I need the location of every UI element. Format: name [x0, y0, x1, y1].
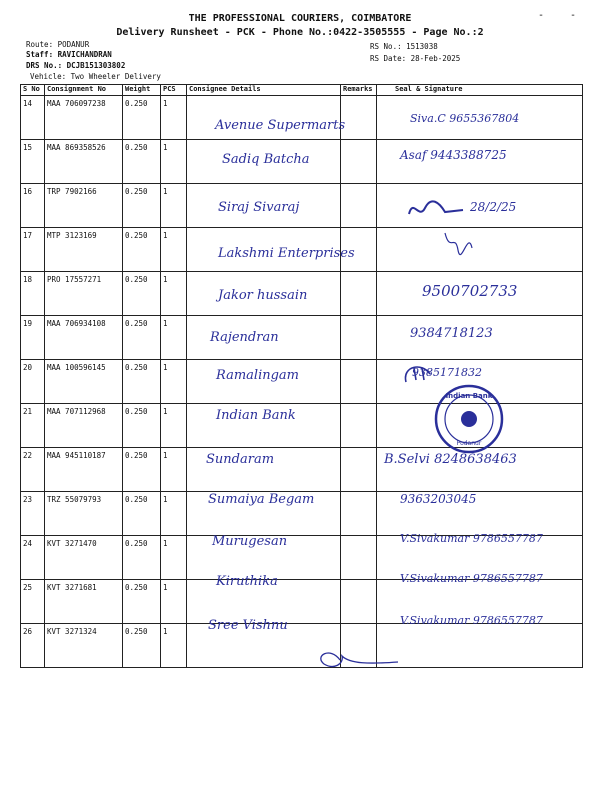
cell-weight: 0.250: [123, 492, 161, 536]
staff-label: Staff:: [26, 50, 54, 59]
consignee-name: Rajendran: [210, 330, 279, 345]
cell-sno: 21: [21, 404, 45, 448]
cell-consignment: MAA 706097238: [45, 96, 123, 140]
consignee-name: Lakshmi Enterprises: [218, 246, 355, 261]
cell-pcs: 1: [161, 580, 187, 624]
cell-pcs: 1: [161, 96, 187, 140]
cell-consignment: KVT 3271681: [45, 580, 123, 624]
bank-stamp: [433, 383, 505, 455]
vehicle-label: Vehicle:: [30, 72, 67, 81]
cell-sno: 20: [21, 360, 45, 404]
corner-dash: -: [570, 10, 577, 21]
route-line: [26, 40, 89, 50]
corner-dash: -: [538, 10, 545, 21]
cell-remarks: [341, 96, 377, 140]
cell-seal: [377, 624, 583, 668]
table-header-row: [21, 85, 583, 96]
signature: 9500702733: [422, 282, 518, 300]
column-header-consignee: Consignee Details: [187, 85, 341, 96]
cell-weight: 0.250: [123, 184, 161, 228]
cell-consignment: MAA 706934108: [45, 316, 123, 360]
cell-consignment: TRP 7902166: [45, 184, 123, 228]
vehicle-line: [30, 72, 161, 82]
signature: 28/2/25: [470, 200, 517, 214]
consignee-name: Murugesan: [212, 534, 288, 549]
cell-pcs: 1: [161, 492, 187, 536]
table-row: [21, 624, 583, 668]
cell-sno: 26: [21, 624, 45, 668]
consignee-name: Sundaram: [206, 452, 275, 467]
scribble-signature: [405, 196, 465, 222]
cell-remarks: [341, 272, 377, 316]
consignee-name: Siraj Sivaraj: [218, 200, 300, 215]
cell-sno: 17: [21, 228, 45, 272]
cell-pcs: 1: [161, 448, 187, 492]
cell-weight: 0.250: [123, 228, 161, 272]
signature: 9385171832: [412, 366, 482, 379]
signature: 9384718123: [410, 326, 493, 341]
cell-sno: 15: [21, 140, 45, 184]
cell-weight: 0.250: [123, 536, 161, 580]
cell-weight: 0.250: [123, 624, 161, 668]
cell-remarks: [341, 492, 377, 536]
column-header-pcs: PCS: [161, 85, 187, 96]
cell-consignment: MAA 707112968: [45, 404, 123, 448]
cell-pcs: 1: [161, 140, 187, 184]
cell-consignment: MAA 100596145: [45, 360, 123, 404]
cell-sno: 25: [21, 580, 45, 624]
cell-remarks: [341, 316, 377, 360]
staff-line: [26, 50, 112, 60]
cell-remarks: [341, 580, 377, 624]
drs-value: DCJB151303802: [66, 61, 126, 70]
rs-date-label: RS Date:: [370, 54, 407, 63]
cell-weight: 0.250: [123, 140, 161, 184]
cell-sno: 18: [21, 272, 45, 316]
cell-pcs: 1: [161, 228, 187, 272]
cell-weight: 0.250: [123, 96, 161, 140]
cell-pcs: 1: [161, 536, 187, 580]
cell-remarks: [341, 184, 377, 228]
cell-weight: 0.250: [123, 272, 161, 316]
consignee-name: Sumaiya Begam: [208, 492, 315, 507]
rs-no-line: [370, 42, 438, 52]
cell-consignment: PRO 17557271: [45, 272, 123, 316]
cell-pcs: 1: [161, 316, 187, 360]
route-value: PODANUR: [57, 40, 90, 49]
signature: Asaf 9443388725: [400, 148, 507, 162]
cell-remarks: [341, 360, 377, 404]
consignee-name: Kiruthika: [216, 574, 278, 589]
table-row: [21, 316, 583, 360]
cell-consignment: MAA 869358526: [45, 140, 123, 184]
runsheet-subtitle: Delivery Runsheet - PCK - Phone No.:0422-3505555 - Page No.:2: [116, 27, 484, 38]
consignee-name: Sree Vishnu: [208, 618, 288, 633]
column-header-weight: Weight: [123, 85, 161, 96]
consignee-name: Indian Bank: [216, 408, 296, 423]
stamp-text: Indian Bank: [445, 392, 493, 400]
cell-pcs: 1: [161, 272, 187, 316]
company-title: THE PROFESSIONAL COURIERS, COIMBATORE: [188, 13, 412, 24]
column-header-seal: Seal & Signature: [377, 85, 583, 96]
rs-no-label: RS No.:: [370, 42, 402, 51]
column-header-remarks: Remarks: [341, 85, 377, 96]
cell-sno: 23: [21, 492, 45, 536]
signature: B.Selvi 8248638463: [384, 452, 517, 467]
cell-sno: 24: [21, 536, 45, 580]
cell-consignment: TRZ 55079793: [45, 492, 123, 536]
scribble-signature: [310, 642, 400, 672]
cell-consignment: MAA 945110187: [45, 448, 123, 492]
cell-weight: 0.250: [123, 316, 161, 360]
rs-date-value: 28-Feb-2025: [410, 54, 461, 63]
drs-line: [26, 61, 125, 71]
signature: Siva.C 9655367804: [410, 112, 520, 125]
rs-date-line: [370, 54, 460, 64]
route-label: Route:: [26, 40, 54, 49]
cell-pcs: 1: [161, 624, 187, 668]
column-header-consignment: Consignment No: [45, 85, 123, 96]
cell-sno: 16: [21, 184, 45, 228]
cell-consignment: KVT 3271324: [45, 624, 123, 668]
cell-pcs: 1: [161, 184, 187, 228]
rs-no-value: 1513038: [406, 42, 438, 51]
cell-sno: 22: [21, 448, 45, 492]
drs-label: DRS No.:: [26, 61, 63, 70]
cell-sno: 14: [21, 96, 45, 140]
signature: V.Sivakumar 9786557787: [400, 614, 543, 627]
signature: 9363203045: [400, 492, 477, 506]
consignee-name: Avenue Supermarts: [215, 118, 346, 133]
staff-value: RAVICHANDRAN: [57, 50, 112, 59]
cell-pcs: 1: [161, 360, 187, 404]
cell-remarks: [341, 404, 377, 448]
stamp-text: Podanur: [456, 440, 482, 447]
cell-weight: 0.250: [123, 360, 161, 404]
signature: V.Sivakumar 9786557787: [400, 532, 543, 545]
cell-remarks: [341, 140, 377, 184]
scribble-signature: [440, 228, 480, 258]
cell-pcs: 1: [161, 404, 187, 448]
cell-sno: 19: [21, 316, 45, 360]
cell-remarks: [341, 536, 377, 580]
cell-weight: 0.250: [123, 404, 161, 448]
cell-weight: 0.250: [123, 448, 161, 492]
cell-consignment: MTP 3123169: [45, 228, 123, 272]
cell-consignment: KVT 3271470: [45, 536, 123, 580]
signature: V.Sivakumar 9786557787: [400, 572, 543, 585]
column-header-sno: S No: [21, 85, 45, 96]
consignee-name: Jakor hussain: [218, 288, 308, 303]
consignee-name: Ramalingam: [216, 368, 300, 383]
consignee-name: Sadiq Batcha: [222, 152, 310, 167]
cell-weight: 0.250: [123, 580, 161, 624]
vehicle-value: Two Wheeler Delivery: [70, 72, 161, 81]
cell-remarks: [341, 448, 377, 492]
